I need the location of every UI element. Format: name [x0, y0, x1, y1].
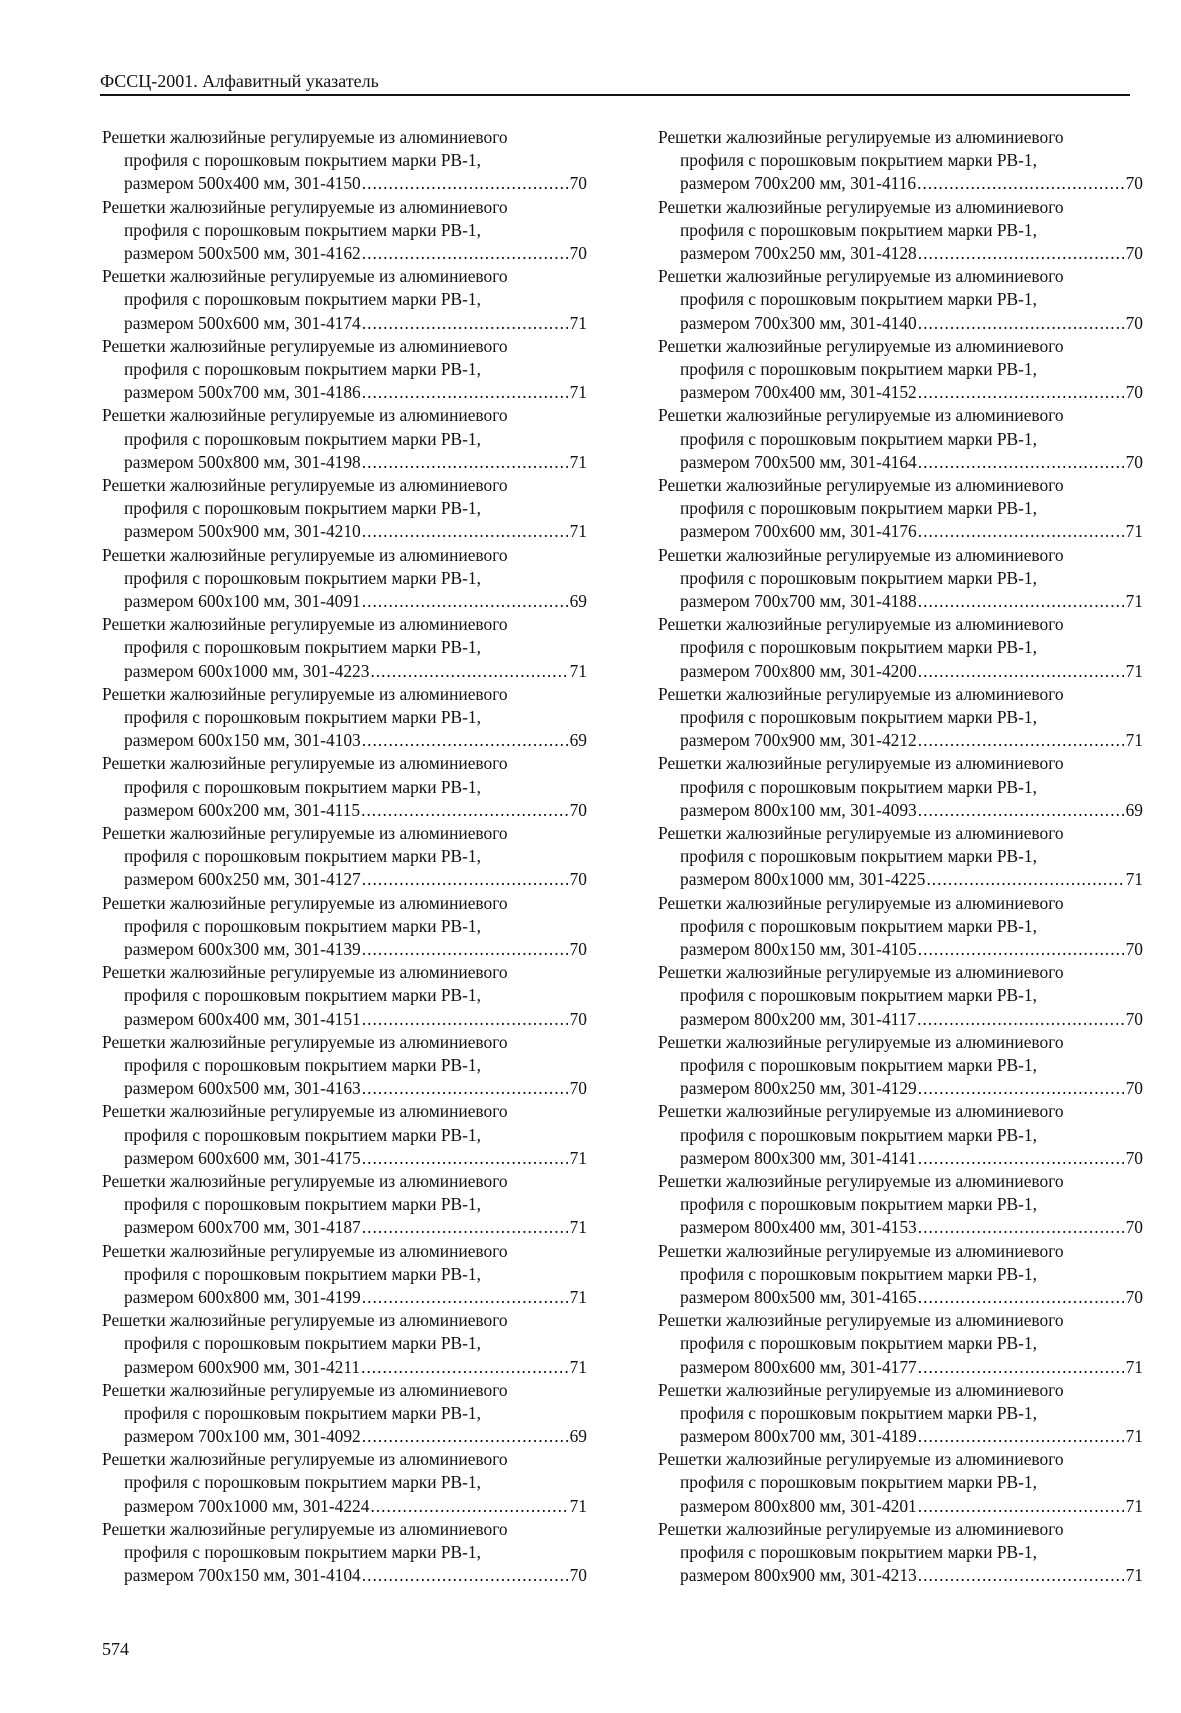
dot-leader — [362, 1077, 568, 1100]
entry-title-line: Решетки жалюзийные регулируемые из алюминиевого — [102, 405, 508, 426]
entry-size-code: размером 800x200 мм, 301-4117 — [680, 1008, 917, 1029]
dot-leader — [918, 312, 1124, 335]
entry-title-line: Решетки жалюзийные регулируемые из алюминиевого — [658, 1031, 1064, 1052]
entry-size-line — [658, 590, 1143, 613]
entry-description-line: профиля с порошковым покрытием марки РВ-1, — [124, 846, 481, 867]
entry-title-line: Решетки жалюзийные регулируемые из алюминиевого — [102, 1240, 508, 1261]
entry-size-line — [102, 590, 587, 613]
index-entry — [102, 1170, 587, 1240]
entry-description-line: профиля с порошковым покрытием марки РВ-1, — [680, 567, 1037, 588]
dot-leader — [362, 312, 568, 335]
dot-leader — [370, 1495, 567, 1518]
entry-size-code: размером 800x500 мм, 301-4165 — [680, 1286, 917, 1307]
entry-size-line — [658, 1356, 1143, 1379]
index-entry — [658, 1170, 1143, 1240]
entry-description-line: профиля с порошковым покрытием марки РВ-1, — [680, 498, 1037, 519]
entry-page-ref: 71 — [1125, 521, 1143, 542]
index-entry — [102, 1031, 587, 1101]
entry-size-line — [658, 1008, 1143, 1031]
entry-page-ref: 69 — [569, 1426, 587, 1447]
entry-page-ref: 71 — [1125, 660, 1143, 681]
entry-page-ref: 70 — [1125, 451, 1143, 472]
entry-description-line: профиля с порошковым покрытием марки РВ-1, — [124, 1124, 481, 1145]
index-entry — [658, 1100, 1143, 1170]
index-entry — [658, 1309, 1143, 1379]
index-entry — [102, 613, 587, 683]
dot-leader — [917, 1008, 1124, 1031]
entry-title-line: Решетки жалюзийные регулируемые из алюминиевого — [102, 544, 508, 565]
entry-size-code: размером 600x600 мм, 301-4175 — [124, 1147, 361, 1168]
entry-size-line — [102, 312, 587, 335]
entry-page-ref: 70 — [569, 1008, 587, 1029]
entry-description-line: профиля с порошковым покрытием марки РВ-1, — [680, 776, 1037, 797]
entry-size-line — [658, 1216, 1143, 1239]
entry-size-code: размером 500x500 мм, 301-4162 — [124, 243, 361, 263]
entry-title-line: Решетки жалюзийные регулируемые из алюминиевого — [658, 266, 1064, 287]
entry-description-line: профиля с порошковым покрытием марки РВ-1, — [124, 428, 481, 449]
entry-size-line — [102, 242, 587, 265]
entry-title-line: Решетки жалюзийные регулируемые из алюминиевого — [658, 405, 1064, 426]
entry-size-line — [102, 1356, 587, 1379]
entry-title-line: Решетки жалюзийные регулируемые из алюминиевого — [658, 1518, 1064, 1539]
entry-description-line: профиля с порошковым покрытием марки РВ-1, — [680, 289, 1037, 310]
entry-description-line: профиля с порошковым покрытием марки РВ-1, — [124, 498, 481, 519]
dot-leader — [362, 381, 568, 404]
index-column-right — [658, 126, 1143, 1587]
entry-size-line — [658, 1564, 1143, 1587]
dot-leader — [362, 1564, 568, 1587]
entry-size-line — [102, 1077, 587, 1100]
entry-description-line: профиля с порошковым покрытием марки РВ-1, — [680, 985, 1037, 1006]
entry-page-ref: 71 — [1125, 1565, 1143, 1586]
entry-size-line — [102, 1564, 587, 1587]
entry-size-code: размером 700x300 мм, 301-4140 — [680, 312, 917, 333]
entry-size-line — [658, 938, 1143, 961]
index-entry — [102, 265, 587, 335]
index-entry — [102, 544, 587, 614]
entry-description-line: профиля с порошковым покрытием марки РВ-1, — [124, 985, 481, 1006]
entry-size-line — [658, 381, 1143, 404]
entry-size-line — [102, 660, 587, 683]
dot-leader — [918, 729, 1124, 752]
entry-size-line — [658, 729, 1143, 752]
entry-page-ref: 71 — [569, 382, 587, 403]
entry-description-line: профиля с порошковым покрытием марки РВ-1, — [124, 567, 481, 588]
dot-leader — [926, 868, 1123, 891]
entry-description-line: профиля с порошковым покрытием марки РВ-1, — [124, 150, 481, 171]
entry-size-code: размером 800x300 мм, 301-4141 — [680, 1147, 917, 1168]
entry-size-code: размером 500x700 мм, 301-4186 — [124, 382, 361, 403]
entry-page-ref: 70 — [569, 173, 587, 194]
entry-size-line — [658, 868, 1143, 891]
entry-page-ref: 70 — [1125, 243, 1143, 263]
entry-description-line: профиля с порошковым покрытием марки РВ-1, — [680, 1472, 1037, 1493]
entry-size-code: размером 700x400 мм, 301-4152 — [680, 382, 917, 403]
index-entry — [658, 822, 1143, 892]
entry-size-line — [658, 172, 1143, 195]
entry-page-ref: 70 — [1125, 1217, 1143, 1238]
entry-description-line: профиля с порошковым покрытием марки РВ-1, — [680, 428, 1037, 449]
entry-size-code: размером 700x1000 мм, 301-4224 — [124, 1495, 370, 1516]
entry-size-code: размером 800x250 мм, 301-4129 — [680, 1078, 917, 1099]
index-entry — [658, 1448, 1143, 1518]
entry-description-line: профиля с порошковым покрытием марки РВ-1, — [124, 776, 481, 797]
entry-size-code: размером 600x500 мм, 301-4163 — [124, 1078, 361, 1099]
entry-size-line — [658, 799, 1143, 822]
entry-size-line — [658, 1425, 1143, 1448]
entry-title-line: Решетки жалюзийные регулируемые из алюминиевого — [658, 892, 1064, 913]
dot-leader — [370, 660, 567, 683]
entry-title-line: Решетки жалюзийные регулируемые из алюминиевого — [658, 1240, 1064, 1261]
dot-leader — [918, 1147, 1124, 1170]
entry-description-line: профиля с порошковым покрытием марки РВ-1, — [680, 1263, 1037, 1284]
index-column-left — [102, 126, 587, 1587]
entry-page-ref: 71 — [1125, 1426, 1143, 1447]
entry-size-code: размером 800x600 мм, 301-4177 — [680, 1356, 917, 1377]
page-header — [100, 70, 1130, 96]
entry-title-line: Решетки жалюзийные регулируемые из алюминиевого — [658, 962, 1064, 983]
index-entry — [102, 1448, 587, 1518]
dot-leader — [918, 660, 1124, 683]
dot-leader — [362, 451, 568, 474]
entry-page-ref: 70 — [1125, 938, 1143, 959]
index-entry — [658, 1518, 1143, 1588]
dot-leader — [917, 172, 1124, 195]
entry-description-line: профиля с порошковым покрытием марки РВ-1, — [124, 289, 481, 310]
entry-title-line: Решетки жалюзийные регулируемые из алюминиевого — [102, 1518, 508, 1539]
entry-size-code: размером 800x150 мм, 301-4105 — [680, 938, 917, 959]
entry-description-line: профиля с порошковым покрытием марки РВ-1, — [680, 706, 1037, 727]
entry-size-line — [102, 381, 587, 404]
entry-page-ref: 70 — [569, 243, 587, 263]
index-entry — [658, 404, 1143, 474]
index-entry — [102, 822, 587, 892]
entry-size-line — [658, 660, 1143, 683]
entry-description-line: профиля с порошковым покрытием марки РВ-1, — [680, 358, 1037, 379]
header-title: ФССЦ-2001. Алфавитный указатель — [100, 71, 379, 91]
entry-description-line: профиля с порошковым покрытием марки РВ-1, — [124, 706, 481, 727]
entry-title-line: Решетки жалюзийные регулируемые из алюминиевого — [658, 1310, 1064, 1331]
entry-page-ref: 71 — [569, 1495, 587, 1516]
entry-page-ref: 71 — [1125, 1356, 1143, 1377]
entry-description-line: профиля с порошковым покрытием марки РВ-1, — [124, 1472, 481, 1493]
entry-size-code: размером 800x100 мм, 301-4093 — [680, 799, 917, 820]
dot-leader — [362, 1216, 568, 1239]
entry-size-code: размером 600x1000 мм, 301-4223 — [124, 660, 370, 681]
entry-size-code: размером 800x900 мм, 301-4213 — [680, 1565, 917, 1586]
entry-description-line: профиля с порошковым покрытием марки РВ-1, — [124, 1542, 481, 1563]
entry-description-line: профиля с порошковым покрытием марки РВ-1, — [124, 1194, 481, 1215]
entry-size-line — [102, 520, 587, 543]
dot-leader — [918, 242, 1124, 265]
entry-title-line: Решетки жалюзийные регулируемые из алюминиевого — [102, 683, 508, 704]
entry-page-ref: 71 — [1125, 1495, 1143, 1516]
entry-size-code: размером 600x800 мм, 301-4199 — [124, 1286, 361, 1307]
entry-description-line: профиля с порошковым покрытием марки РВ-1, — [124, 219, 481, 240]
entry-description-line: профиля с порошковым покрытием марки РВ-1, — [680, 915, 1037, 936]
entry-size-code: размером 500x800 мм, 301-4198 — [124, 451, 361, 472]
entry-size-line — [658, 451, 1143, 474]
dot-leader — [361, 799, 568, 822]
dot-leader — [918, 1356, 1124, 1379]
entry-page-ref: 70 — [569, 799, 587, 820]
dot-leader — [918, 590, 1124, 613]
entry-title-line: Решетки жалюзийные регулируемые из алюминиевого — [102, 266, 508, 287]
entry-page-ref: 71 — [569, 1286, 587, 1307]
index-entry — [658, 265, 1143, 335]
entry-size-line — [102, 451, 587, 474]
entry-title-line: Решетки жалюзийные регулируемые из алюминиевого — [102, 1379, 508, 1400]
index-entry — [102, 1240, 587, 1310]
entry-description-line: профиля с порошковым покрытием марки РВ-1, — [124, 637, 481, 658]
entry-size-code: размером 600x200 мм, 301-4115 — [124, 799, 361, 820]
entry-size-line — [102, 938, 587, 961]
entry-title-line: Решетки жалюзийные регулируемые из алюминиевого — [658, 474, 1064, 495]
entry-size-code: размером 600x300 мм, 301-4139 — [124, 938, 361, 959]
entry-size-code: размером 800x800 мм, 301-4201 — [680, 1495, 917, 1516]
entry-page-ref: 71 — [569, 521, 587, 542]
entry-description-line: профиля с порошковым покрытием марки РВ-1, — [680, 1542, 1037, 1563]
entry-title-line: Решетки жалюзийные регулируемые из алюминиевого — [658, 196, 1064, 217]
entry-title-line: Решетки жалюзийные регулируемые из алюминиевого — [658, 753, 1064, 774]
entry-title-line: Решетки жалюзийные регулируемые из алюминиевого — [658, 544, 1064, 565]
entry-size-line — [658, 520, 1143, 543]
entry-title-line: Решетки жалюзийные регулируемые из алюминиевого — [102, 1310, 508, 1331]
entry-description-line: профиля с порошковым покрытием марки РВ-1, — [124, 1402, 481, 1423]
entry-size-code: размером 500x600 мм, 301-4174 — [124, 312, 361, 333]
dot-leader — [918, 1286, 1124, 1309]
index-entry — [102, 196, 587, 266]
entry-size-code: размером 700x150 мм, 301-4104 — [124, 1565, 361, 1586]
entry-size-code: размером 600x700 мм, 301-4187 — [124, 1217, 361, 1238]
index-entry — [658, 752, 1143, 822]
entry-page-ref: 69 — [1125, 799, 1143, 820]
dot-leader — [362, 938, 568, 961]
entry-title-line: Решетки жалюзийные регулируемые из алюминиевого — [658, 1101, 1064, 1122]
entry-page-ref: 70 — [569, 1565, 587, 1586]
entry-title-line: Решетки жалюзийные регулируемые из алюминиевого — [102, 196, 508, 217]
entry-page-ref: 71 — [569, 1147, 587, 1168]
dot-leader — [918, 1216, 1124, 1239]
dot-leader — [918, 520, 1124, 543]
entry-size-line — [102, 868, 587, 891]
entry-title-line: Решетки жалюзийные регулируемые из алюминиевого — [102, 1449, 508, 1470]
index-entry — [102, 1379, 587, 1449]
entry-title-line: Решетки жалюзийные регулируемые из алюминиевого — [102, 127, 508, 147]
dot-leader — [361, 1356, 568, 1379]
dot-leader — [918, 1077, 1124, 1100]
entry-description-line: профиля с порошковым покрытием марки РВ-1, — [124, 1263, 481, 1284]
entry-title-line: Решетки жалюзийные регулируемые из алюминиевого — [658, 1379, 1064, 1400]
entry-size-code: размером 800x700 мм, 301-4189 — [680, 1426, 917, 1447]
entry-page-ref: 69 — [569, 730, 587, 751]
index-entry — [658, 892, 1143, 962]
entry-size-line — [102, 1495, 587, 1518]
entry-title-line: Решетки жалюзийные регулируемые из алюминиевого — [658, 614, 1064, 635]
index-entry — [102, 404, 587, 474]
index-entry — [658, 1379, 1143, 1449]
index-entry — [658, 1031, 1143, 1101]
entry-description-line: профиля с порошковым покрытием марки РВ-1, — [680, 1194, 1037, 1215]
entry-title-line: Решетки жалюзийные регулируемые из алюминиевого — [658, 822, 1064, 843]
entry-size-line — [102, 1425, 587, 1448]
entry-size-code: размером 800x1000 мм, 301-4225 — [680, 869, 926, 890]
entry-size-code: размером 600x100 мм, 301-4091 — [124, 590, 361, 611]
index-entry — [658, 544, 1143, 614]
dot-leader — [362, 1147, 568, 1170]
entry-page-ref: 70 — [569, 938, 587, 959]
index-entry — [102, 683, 587, 753]
entry-description-line: профиля с порошковым покрытием марки РВ-1, — [124, 915, 481, 936]
entry-size-code: размером 600x400 мм, 301-4151 — [124, 1008, 361, 1029]
entry-title-line: Решетки жалюзийные регулируемые из алюминиевого — [102, 753, 508, 774]
entry-title-line: Решетки жалюзийные регулируемые из алюминиевого — [102, 892, 508, 913]
entry-title-line: Решетки жалюзийные регулируемые из алюминиевого — [658, 335, 1064, 356]
entry-size-line — [658, 1286, 1143, 1309]
entry-size-line — [102, 729, 587, 752]
index-entry — [102, 1309, 587, 1379]
entry-size-line — [658, 1147, 1143, 1170]
index-entry — [658, 196, 1143, 266]
entry-title-line: Решетки жалюзийные регулируемые из алюминиевого — [102, 335, 508, 356]
entry-size-code: размером 700x900 мм, 301-4212 — [680, 730, 917, 751]
dot-leader — [918, 1425, 1124, 1448]
entry-page-ref: 70 — [1125, 1078, 1143, 1099]
entry-page-ref: 71 — [569, 451, 587, 472]
entry-title-line: Решетки жалюзийные регулируемые из алюминиевого — [658, 1449, 1064, 1470]
entry-page-ref: 70 — [1125, 1147, 1143, 1168]
index-entry — [658, 126, 1143, 196]
entry-title-line: Решетки жалюзийные регулируемые из алюминиевого — [658, 683, 1064, 704]
entry-title-line: Решетки жалюзийные регулируемые из алюминиевого — [658, 127, 1064, 147]
entry-size-code: размером 600x150 мм, 301-4103 — [124, 730, 361, 751]
dot-leader — [918, 799, 1124, 822]
entry-size-code: размером 700x250 мм, 301-4128 — [680, 243, 917, 263]
index-entry — [102, 892, 587, 962]
entry-page-ref: 71 — [569, 1217, 587, 1238]
entry-title-line: Решетки жалюзийные регулируемые из алюминиевого — [102, 1170, 508, 1191]
index-entry — [658, 1240, 1143, 1310]
page-number: 574 — [102, 1639, 129, 1659]
entry-size-line — [658, 1077, 1143, 1100]
entry-size-line — [102, 1008, 587, 1031]
index-entry — [658, 474, 1143, 544]
entry-page-ref: 70 — [569, 869, 587, 890]
dot-leader — [362, 590, 568, 613]
index-entry — [102, 1518, 587, 1588]
dot-leader — [362, 172, 568, 195]
entry-size-code: размером 700x500 мм, 301-4164 — [680, 451, 917, 472]
entry-size-code: размером 600x900 мм, 301-4211 — [124, 1356, 361, 1377]
index-entry — [102, 752, 587, 822]
entry-size-line — [102, 1286, 587, 1309]
entry-title-line: Решетки жалюзийные регулируемые из алюминиевого — [102, 1101, 508, 1122]
entry-size-code: размером 500x900 мм, 301-4210 — [124, 521, 361, 542]
dot-leader — [362, 729, 568, 752]
entry-size-line — [658, 242, 1143, 265]
entry-description-line: профиля с порошковым покрытием марки РВ-1, — [680, 150, 1037, 171]
entry-size-code: размером 500x400 мм, 301-4150 — [124, 173, 361, 194]
entry-page-ref: 71 — [569, 660, 587, 681]
dot-leader — [918, 1564, 1124, 1587]
entry-page-ref: 69 — [569, 590, 587, 611]
entry-page-ref: 71 — [569, 1356, 587, 1377]
entry-title-line: Решетки жалюзийные регулируемые из алюминиевого — [102, 822, 508, 843]
entry-title-line: Решетки жалюзийные регулируемые из алюминиевого — [102, 474, 508, 495]
entry-page-ref: 70 — [1125, 1286, 1143, 1307]
entry-size-code: размером 800x400 мм, 301-4153 — [680, 1217, 917, 1238]
index-entry — [658, 613, 1143, 683]
entry-page-ref: 70 — [1125, 1008, 1143, 1029]
entry-page-ref: 71 — [1125, 730, 1143, 751]
entry-title-line: Решетки жалюзийные регулируемые из алюминиевого — [102, 962, 508, 983]
entry-size-code: размером 700x800 мм, 301-4200 — [680, 660, 917, 681]
entry-page-ref: 70 — [1125, 382, 1143, 403]
entry-size-line — [102, 172, 587, 195]
dot-leader — [362, 1286, 568, 1309]
entry-description-line: профиля с порошковым покрытием марки РВ-1, — [680, 637, 1037, 658]
entry-description-line: профиля с порошковым покрытием марки РВ-1, — [680, 219, 1037, 240]
entry-page-ref: 70 — [1125, 312, 1143, 333]
index-entry — [102, 961, 587, 1031]
entry-description-line: профиля с порошковым покрытием марки РВ-1, — [124, 1333, 481, 1354]
entry-description-line: профиля с порошковым покрытием марки РВ-1, — [680, 1333, 1037, 1354]
entry-description-line: профиля с порошковым покрытием марки РВ-1, — [680, 846, 1037, 867]
index-entry — [102, 335, 587, 405]
index-entry — [658, 335, 1143, 405]
entry-description-line: профиля с порошковым покрытием марки РВ-1, — [124, 358, 481, 379]
entry-size-code: размером 600x250 мм, 301-4127 — [124, 869, 361, 890]
entry-size-code: размером 700x600 мм, 301-4176 — [680, 521, 917, 542]
index-entry — [102, 126, 587, 196]
entry-description-line: профиля с порошковым покрытием марки РВ-1, — [680, 1124, 1037, 1145]
dot-leader — [918, 381, 1124, 404]
entry-size-line — [102, 1216, 587, 1239]
index-entry — [102, 474, 587, 544]
entry-size-line — [102, 1147, 587, 1170]
entry-size-code: размером 700x200 мм, 301-4116 — [680, 173, 917, 194]
dot-leader — [918, 938, 1124, 961]
entry-title-line: Решетки жалюзийные регулируемые из алюминиевого — [102, 614, 508, 635]
entry-description-line: профиля с порошковым покрытием марки РВ-1, — [680, 1054, 1037, 1075]
entry-page-ref: 70 — [569, 1078, 587, 1099]
entry-title-line: Решетки жалюзийные регулируемые из алюминиевого — [658, 1170, 1064, 1191]
entry-page-ref: 71 — [1125, 869, 1143, 890]
entry-page-ref: 71 — [1125, 590, 1143, 611]
entry-size-code: размером 700x100 мм, 301-4092 — [124, 1426, 361, 1447]
entry-description-line: профиля с порошковым покрытием марки РВ-1, — [680, 1402, 1037, 1423]
dot-leader — [918, 1495, 1124, 1518]
entry-description-line: профиля с порошковым покрытием марки РВ-1, — [124, 1054, 481, 1075]
index-entry — [658, 683, 1143, 753]
dot-leader — [918, 451, 1124, 474]
entry-title-line: Решетки жалюзийные регулируемые из алюминиевого — [102, 1031, 508, 1052]
entry-size-line — [658, 312, 1143, 335]
entry-page-ref: 71 — [569, 312, 587, 333]
dot-leader — [362, 242, 568, 265]
entry-size-line — [102, 799, 587, 822]
dot-leader — [362, 520, 568, 543]
entry-size-code: размером 700x700 мм, 301-4188 — [680, 590, 917, 611]
entry-page-ref: 70 — [1125, 173, 1143, 194]
dot-leader — [362, 868, 568, 891]
dot-leader — [362, 1008, 568, 1031]
index-entry — [658, 961, 1143, 1031]
index-entry — [102, 1100, 587, 1170]
dot-leader — [362, 1425, 568, 1448]
entry-size-line — [658, 1495, 1143, 1518]
